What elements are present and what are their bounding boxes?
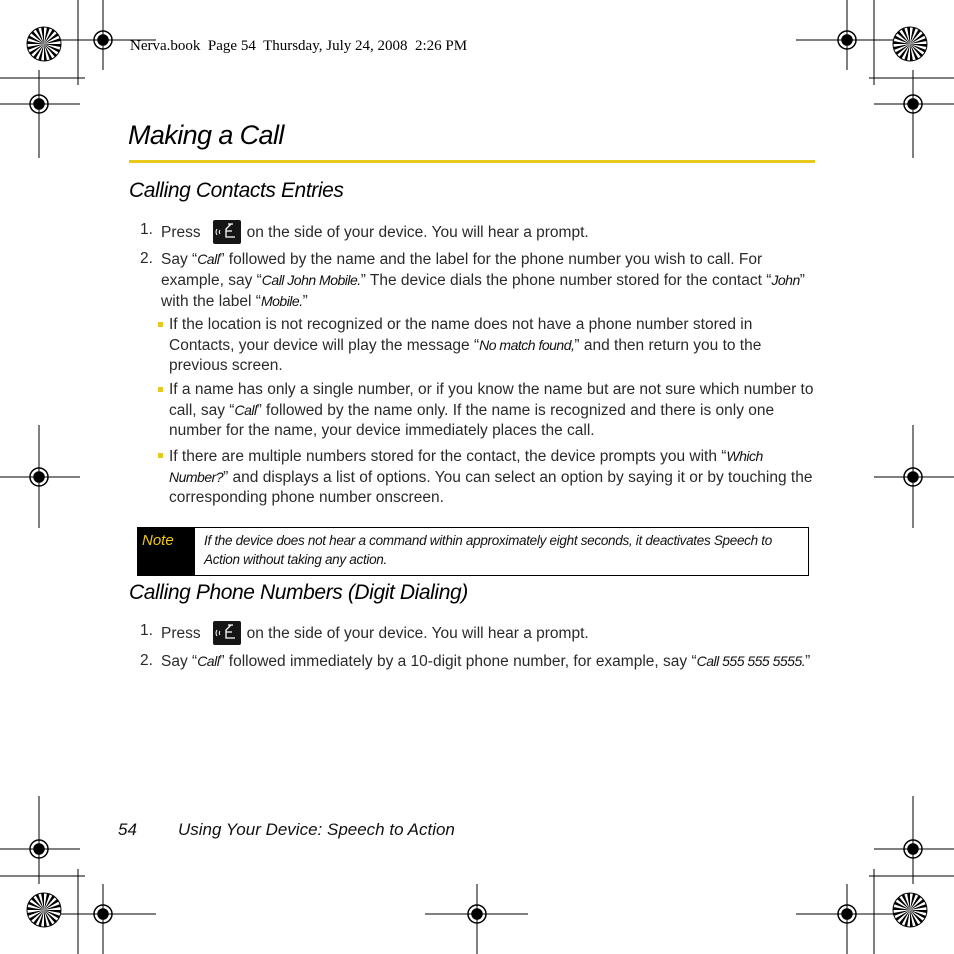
step-text: ” followed by the name and the label for the phone number you wish to call. For example, say “ — [161, 251, 763, 289]
bullet-item — [158, 446, 818, 508]
digit-step-1 — [140, 621, 820, 645]
voice-command: Call 555 555 5555. — [696, 653, 806, 669]
bullet-text: If the location is not recognized or the name does not have a phone number stored in Contacts, your device will play the message “ — [169, 316, 753, 354]
voice-prompt: Which Number? — [169, 448, 763, 485]
section-heading-contacts: Calling Contacts Entries — [129, 179, 344, 202]
note-text: If the device does not hear a command within approximately eight seconds, it deactivates Speech to Action without taking any action. — [204, 533, 772, 567]
voice-command: Call John Mobile. — [261, 272, 361, 288]
bullet-text: ” and displays a list of options. You can select an option by saying it or by touching the corresponding phone number onscreen. — [169, 469, 813, 506]
contacts-step-2 — [140, 249, 820, 312]
bullet-item — [158, 380, 818, 441]
slug-page: Page 54 — [207, 38, 256, 54]
step-text: ” The device dials the phone number stored for the contact “ — [360, 272, 772, 289]
step-text: Press — [161, 625, 201, 642]
contacts-step-1 — [140, 220, 820, 244]
step-text: on the side of your device. You will hear a prompt. — [246, 224, 589, 241]
voice-prompt: No match found, — [479, 337, 575, 353]
step-number: 1. — [140, 221, 153, 238]
step-text: ” followed immediately by a 10-digit phone number, for example, say “ — [219, 653, 697, 670]
step-text: Press — [161, 224, 201, 241]
starburst-target-icon — [27, 893, 61, 927]
footer-page-number: 54 — [118, 820, 137, 839]
starburst-target-icon — [893, 893, 927, 927]
speech-key-icon — [213, 220, 241, 244]
starburst-target-icon — [893, 27, 927, 61]
step-number: 2. — [140, 652, 153, 669]
bullet-item — [158, 315, 818, 376]
step-text: ” — [805, 653, 811, 670]
step-text: Say “ — [161, 251, 198, 268]
footer-running-title: Using Your Device: Speech to Action — [178, 820, 455, 839]
slug-datetime: Thursday, July 24, 2008 2:26 PM — [263, 38, 468, 54]
note-box — [137, 527, 809, 576]
step-text: ” — [302, 293, 308, 310]
step-text: on the side of your device. You will hear a prompt. — [246, 625, 589, 642]
print-slug — [130, 38, 467, 55]
bullet-square — [158, 387, 163, 392]
bullet-text: ” followed by the name only. If the name is recognized and there is only one number for the name, your device immediately places the call. — [169, 402, 775, 439]
page-title: Making a Call — [128, 120, 284, 150]
section-heading-digit-dialing: Calling Phone Numbers (Digit Dialing) — [129, 581, 468, 604]
starburst-target-icon — [27, 27, 61, 61]
bullet-square — [158, 322, 163, 327]
slug-book: Nerva.book — [130, 38, 201, 54]
voice-command: Call — [197, 251, 220, 267]
digit-step-2 — [140, 651, 820, 672]
bullet-text: If there are multiple numbers stored for the contact, the device prompts you with “ — [169, 448, 727, 465]
bullet-text: ” and then return you to the previous screen. — [169, 337, 762, 374]
voice-command: Call — [197, 653, 220, 669]
step-number: 2. — [140, 250, 153, 267]
step-number: 1. — [140, 622, 153, 639]
bullet-square — [158, 453, 163, 458]
step-text: Say “ — [161, 653, 198, 670]
title-rule — [129, 160, 815, 163]
speech-key-icon — [213, 621, 241, 645]
voice-command: Mobile. — [260, 293, 303, 309]
voice-command: John — [771, 272, 800, 288]
step-text: ” with the label “ — [161, 272, 805, 310]
note-label: Note — [138, 528, 195, 575]
voice-command: Call — [234, 402, 257, 418]
bullet-text: If a name has only a single number, or if you know the name but are not sure which number to call, say “ — [169, 381, 814, 419]
